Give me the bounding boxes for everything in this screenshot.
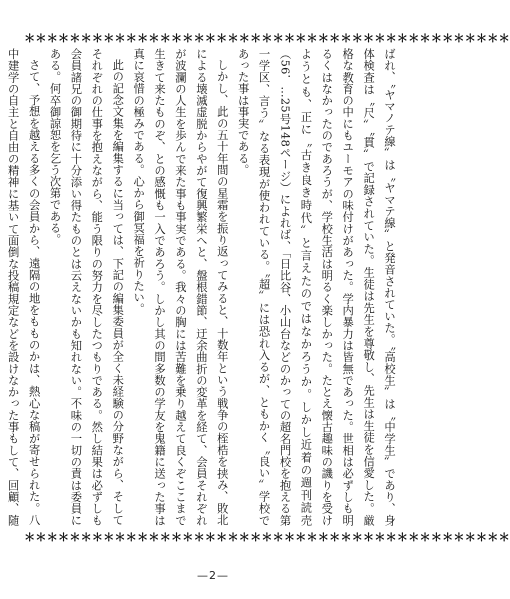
paragraph-2: しかし、此の五十年間の星霜を振り返ってみると、十数年という戦争の桎梏を挟み、敗北による壊滅虚脱からやがて復興繁栄へと、盤根錯節、迂余曲折の変革を経て、会員それぞれが波瀾の人生を歩んで来た事も事実である。我々の胸には苦難を乗り越えて良くぞここまで生きて来たものぞ、との感慨も一入であろう。しかし其の間多数の学友を鬼籍に送った事は真に哀惜の極みである。心から御冥福を祈りたい。 [132, 48, 229, 526]
bottom-asterisk-rule: ＊＊＊＊＊＊＊＊＊＊＊＊＊＊＊＊＊＊＊＊＊＊＊＊＊＊＊＊＊＊＊＊＊＊＊＊＊＊＊＊＊＊＊ [24, 531, 510, 544]
paragraph-1: ばれ、〝ヤマノテ線〟は〝ヤマテ線〟と発音されていた。〝高校生〟は〝中学生〟であり、身体検査は〝尺〟〝貫〟で記録されていた。生徒は先生を尊敬し、先生は生徒を信愛した。厳格な教育の中にもユーモアの味付けがあった。学内暴力は皆無であった。世相は必ずしも明るくはなかったのであろうが、学校生活は明るく楽しかった。たとえ懐古趣味の譏りを受けようとも、正に〝古き良き時代〟と言えたのではなかろうか。しかし近着の週刊読売（56．…25号148ページ）によれば、「日比谷、小山台などのかっての超名門校を抱える第一学区、言う〟なる表現が使われている。〝超〟には恐れ入るが、ともかく〝良い〟学校であった事は事実である。 [236, 48, 396, 526]
top-asterisk-rule: ＊＊＊＊＊＊＊＊＊＊＊＊＊＊＊＊＊＊＊＊＊＊＊＊＊＊＊＊＊＊＊＊＊＊＊＊＊＊＊＊＊＊＊ [24, 32, 510, 45]
paragraph-4: さて、予想を越える多くの会員から、遠隔の地をもものかは、熱心な稿が寄せられた。八中建学の自主と自由の精神に基いて面倒な投稿規定などを設けなかった事もして、回顧、随 [6, 48, 41, 526]
body-text [6, 48, 399, 526]
page-number: —2— [197, 569, 229, 582]
paragraph-3: 此の記念文集を編集するに当っては、下記の編集委員が全く未経験の分野ながら、そしてそれぞれの仕事を抱えながら、能う限りの努力を尽したつもりである。然し結果は必ずしも会員諸兄の御期待に十分添い得たものとは云えないかも知れない。不味の一切の責は委員にある。何卒御諒恕を乞う次第である。 [48, 48, 125, 526]
